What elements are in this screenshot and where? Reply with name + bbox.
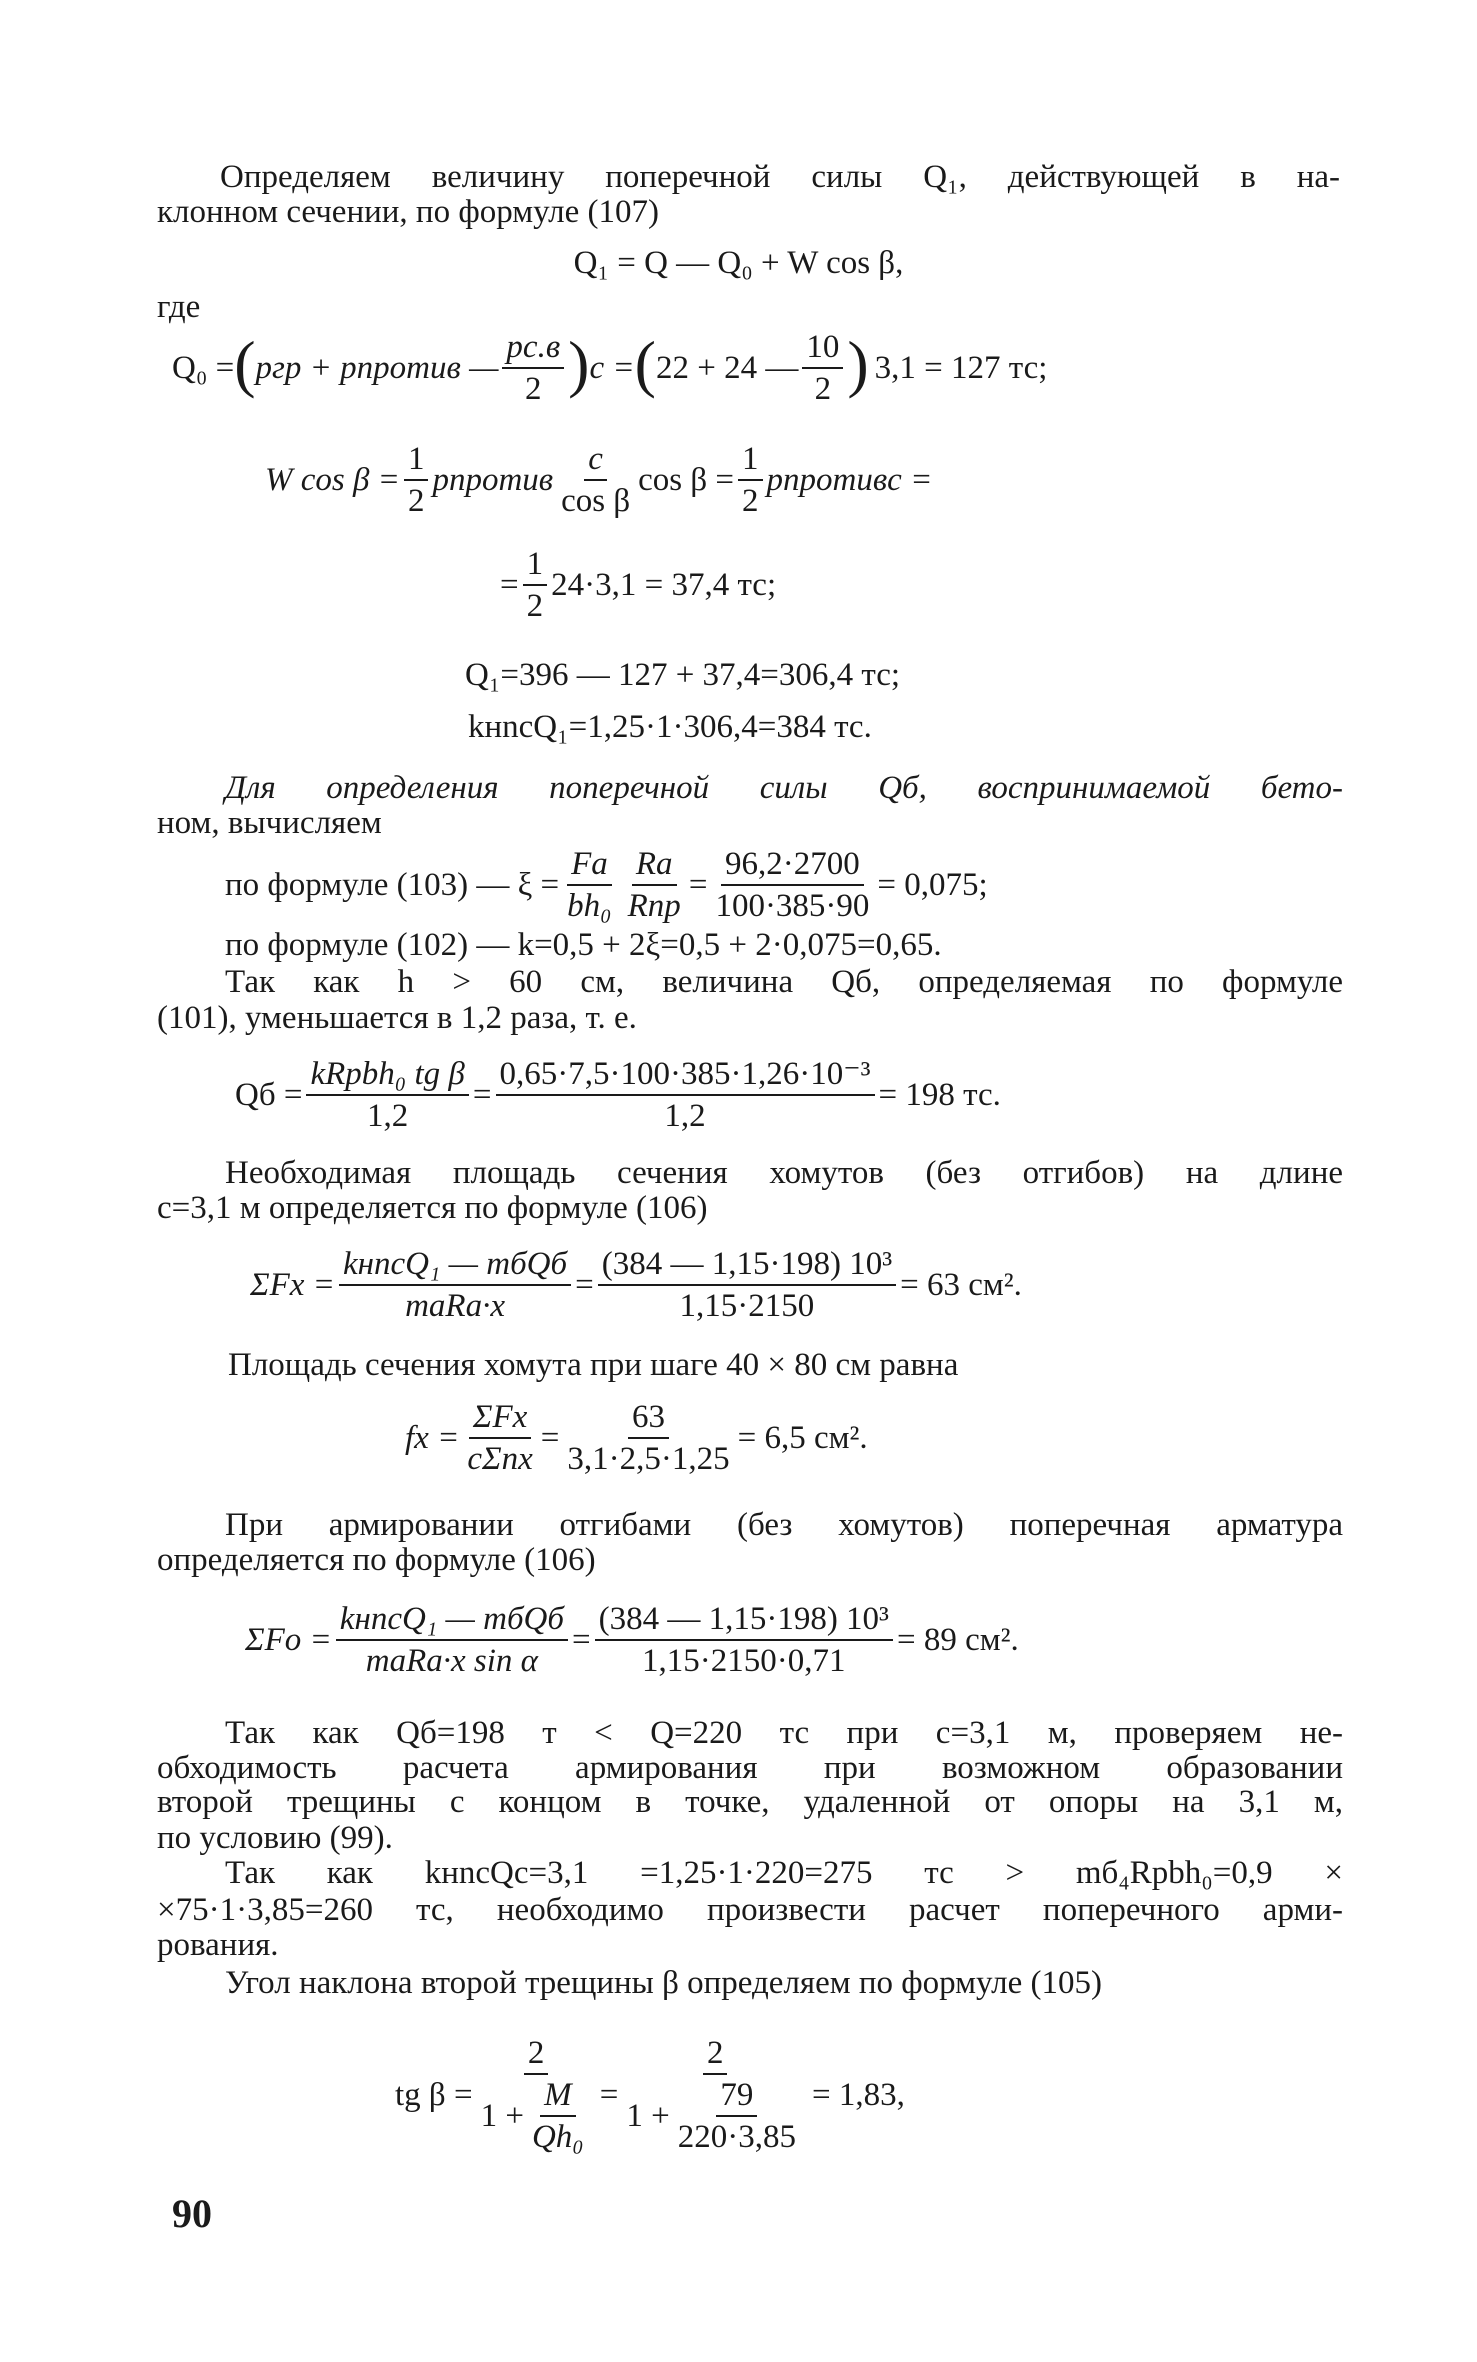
text-line: ном, вычисляем bbox=[157, 805, 382, 841]
fraction-den: cos β bbox=[561, 483, 631, 519]
fraction-num: kRpbh₀ tg β bbox=[306, 1054, 468, 1096]
fraction-den: bh₀ bbox=[567, 888, 612, 924]
fraction bbox=[563, 1397, 733, 1479]
eq-text: ΣFx = bbox=[250, 1267, 335, 1303]
fraction bbox=[622, 2033, 808, 2157]
fraction bbox=[598, 1244, 896, 1326]
fraction-den: 220·3,85 bbox=[677, 2119, 797, 2155]
text-line: Площадь сечения хомута при шаге 40 × 80 см равна bbox=[228, 1347, 959, 1383]
text-line: клонном сечении, по формуле (107) bbox=[157, 194, 659, 230]
text-line: Так как h > 60 см, величина Qб, определяемая по формуле bbox=[225, 964, 1343, 1000]
fraction-num: 79 bbox=[716, 2075, 757, 2117]
text-line: c=3,1 м определяется по формуле (106) bbox=[157, 1190, 708, 1226]
fraction-den: 1,15·2150 bbox=[679, 1288, 815, 1324]
eq-text: pпротивc = bbox=[766, 462, 933, 498]
eq-text: = 89 см². bbox=[896, 1622, 1019, 1658]
fraction bbox=[711, 844, 873, 926]
fraction-den: 1,15·2150·0,71 bbox=[642, 1643, 846, 1679]
fraction-den: cΣnx bbox=[467, 1441, 533, 1477]
fraction-num: (384 — 1,15·198) 10³ bbox=[595, 1599, 893, 1641]
text-line: ×75·1·3,85=260 тс, необходимо произвести расчет поперечного арми- bbox=[157, 1892, 1343, 1928]
fraction bbox=[624, 844, 685, 926]
fraction bbox=[339, 1244, 571, 1326]
eq-text: по формуле (103) — ξ = bbox=[225, 867, 560, 903]
equation-sum-fo bbox=[245, 1590, 1019, 1690]
eq-text: = bbox=[688, 867, 708, 903]
fraction-den bbox=[622, 2075, 808, 2157]
fraction-num: kнncQ₁ — mбQб bbox=[339, 1244, 571, 1286]
equation-qb bbox=[235, 1045, 1001, 1145]
fraction-den: Qh₀ bbox=[531, 2119, 584, 2155]
fraction-num: M bbox=[540, 2075, 576, 2117]
fraction-den bbox=[477, 2075, 596, 2157]
fraction-den: maRa·x sin α bbox=[365, 1643, 538, 1679]
fraction-num: 1 bbox=[523, 544, 548, 586]
fraction-den: 100·385·90 bbox=[715, 888, 870, 924]
text-line: рования. bbox=[157, 1927, 279, 1963]
fraction-num: 2 bbox=[703, 2033, 728, 2075]
eq-text: 1 + bbox=[480, 2098, 524, 2134]
fraction-num: 1 bbox=[404, 439, 429, 481]
fraction-den: 2 bbox=[742, 483, 759, 519]
fraction bbox=[404, 439, 429, 521]
equation-q0 bbox=[172, 318, 1047, 418]
page-number: 90 bbox=[172, 2191, 212, 2236]
eq-text: = bbox=[540, 1420, 560, 1456]
equation-xi bbox=[225, 835, 988, 935]
eq-text: = bbox=[599, 2077, 619, 2113]
fraction-num: 0,65·7,5·100·385·1,26·10⁻³ bbox=[496, 1054, 875, 1096]
text-line: Угол наклона второй трещины β определяем по формуле (105) bbox=[225, 1965, 1102, 2001]
equation-k: по формуле (102) — k=0,5 + 2ξ=0,5 + 2·0,075=0,65. bbox=[225, 927, 942, 963]
equation-fx bbox=[405, 1388, 868, 1488]
eq-text: W cos β = bbox=[265, 462, 400, 498]
eq-text: = bbox=[575, 1267, 594, 1303]
eq-text: 24·3,1 = 37,4 тс; bbox=[551, 567, 777, 603]
fraction bbox=[477, 2033, 596, 2157]
equation-wcos-result bbox=[500, 535, 776, 635]
fraction-num: 63 bbox=[628, 1397, 669, 1439]
fraction bbox=[502, 327, 564, 409]
fraction bbox=[306, 1054, 468, 1136]
fraction bbox=[674, 2075, 800, 2157]
text-line: обходимость расчета армирования при возможном образовании bbox=[157, 1750, 1343, 1786]
fraction bbox=[463, 1397, 536, 1479]
fraction-den: 1,2 bbox=[664, 1098, 706, 1134]
fraction-num: pс.в bbox=[502, 327, 564, 369]
fraction-num: ΣFx bbox=[469, 1397, 531, 1439]
eq-text: cos β = bbox=[638, 462, 735, 498]
text-line: Так как Qб=198 т < Q=220 тс при c=3,1 м, проверяем не- bbox=[225, 1715, 1343, 1751]
text-line: определяется по формуле (106) bbox=[157, 1542, 596, 1578]
fraction-den: Rпр bbox=[627, 888, 681, 924]
eq-text: 1 + bbox=[626, 2098, 670, 2134]
eq-text: = bbox=[571, 1622, 591, 1658]
text-line: Необходимая площадь сечения хомутов (без отгибов) на длине bbox=[225, 1155, 1343, 1191]
eq-text: 3,1 = 127 тс; bbox=[874, 350, 1048, 386]
fraction-den: maRa·x bbox=[405, 1288, 505, 1324]
fraction-den: 2 bbox=[525, 371, 542, 407]
fraction-num: 96,2·2700 bbox=[721, 844, 864, 886]
text-line: При армировании отгибами (без хомутов) поперечная арматура bbox=[225, 1507, 1343, 1543]
eq-text: Qб = bbox=[235, 1077, 303, 1113]
fraction bbox=[595, 1599, 893, 1681]
fraction-den: 2 bbox=[407, 483, 425, 519]
equation-sum-fx bbox=[250, 1235, 1022, 1335]
fraction bbox=[563, 844, 615, 926]
text-line: (101), уменьшается в 1,2 раза, т. е. bbox=[157, 1000, 637, 1036]
fraction-num: 2 bbox=[524, 2033, 549, 2075]
eq-text: = 63 см². bbox=[900, 1267, 1022, 1303]
fraction-num: Ra bbox=[632, 844, 677, 886]
paren: ( bbox=[234, 328, 256, 399]
fraction-den: 1,2 bbox=[367, 1098, 409, 1134]
fraction-num: Fa bbox=[567, 844, 612, 886]
equation-tg-beta bbox=[395, 2020, 905, 2170]
equation-wcos bbox=[265, 430, 932, 530]
eq-text: tg β = bbox=[395, 2077, 473, 2113]
text-line: по условию (99). bbox=[157, 1820, 393, 1856]
eq-text: Q₀ = bbox=[172, 350, 235, 386]
text-line: второй трещины с концом в точке, удаленной от опоры на 3,1 м, bbox=[157, 1784, 1343, 1820]
eq-text: pпротив bbox=[432, 462, 554, 498]
fraction-num: 1 bbox=[738, 439, 763, 481]
fraction-den: 3,1·2,5·1,25 bbox=[567, 1441, 730, 1477]
eq-text: = 0,075; bbox=[877, 867, 988, 903]
fraction bbox=[496, 1054, 875, 1136]
fraction-den: 2 bbox=[526, 588, 544, 624]
fraction-num: c bbox=[584, 439, 607, 481]
eq-text: = bbox=[500, 567, 519, 603]
fraction bbox=[557, 439, 634, 521]
paren: ( bbox=[634, 328, 656, 399]
eq-text: c = bbox=[589, 350, 635, 386]
equation-q1: Q₁ = Q — Q₀ + W cos β, bbox=[573, 245, 904, 281]
eq-text: ΣFo = bbox=[245, 1622, 332, 1658]
fraction bbox=[336, 1599, 568, 1681]
eq-text: fx = bbox=[405, 1420, 460, 1456]
fraction bbox=[523, 544, 548, 626]
eq-text: = 6,5 см². bbox=[737, 1420, 868, 1456]
text-line: Так как kнncQc=3,1 =1,25·1·220=275 тс > mб₄Rpbh₀=0,9 × bbox=[225, 1855, 1343, 1891]
fraction bbox=[528, 2075, 588, 2157]
text-line: Для определения поперечной силы Qб, воспринимаемой бето- bbox=[225, 770, 1343, 806]
eq-text: 22 + 24 — bbox=[655, 350, 799, 386]
eq-text: = 198 тс. bbox=[878, 1077, 1001, 1113]
paren: ) bbox=[568, 328, 590, 399]
equation-kn: kнncQ₁=1,25·1·306,4=384 тс. bbox=[468, 709, 872, 745]
fraction-num: kнncQ₁ — mбQб bbox=[336, 1599, 568, 1641]
equation-q1-result: Q₁=396 — 127 + 37,4=306,4 тс; bbox=[465, 657, 901, 693]
paren: ) bbox=[847, 328, 869, 399]
eq-text: = 1,83, bbox=[812, 2077, 905, 2113]
fraction bbox=[738, 439, 763, 521]
fraction bbox=[802, 327, 843, 409]
where-label: где bbox=[157, 289, 201, 325]
eq-text: pгр + pпротив — bbox=[255, 350, 499, 386]
fraction-num: (384 — 1,15·198) 10³ bbox=[598, 1244, 896, 1286]
text-line: Определяем величину поперечной силы Q₁, действующей в на- bbox=[220, 159, 1340, 195]
fraction-num: 10 bbox=[802, 327, 843, 369]
eq-text: = bbox=[472, 1077, 492, 1113]
fraction-den: 2 bbox=[814, 371, 832, 407]
